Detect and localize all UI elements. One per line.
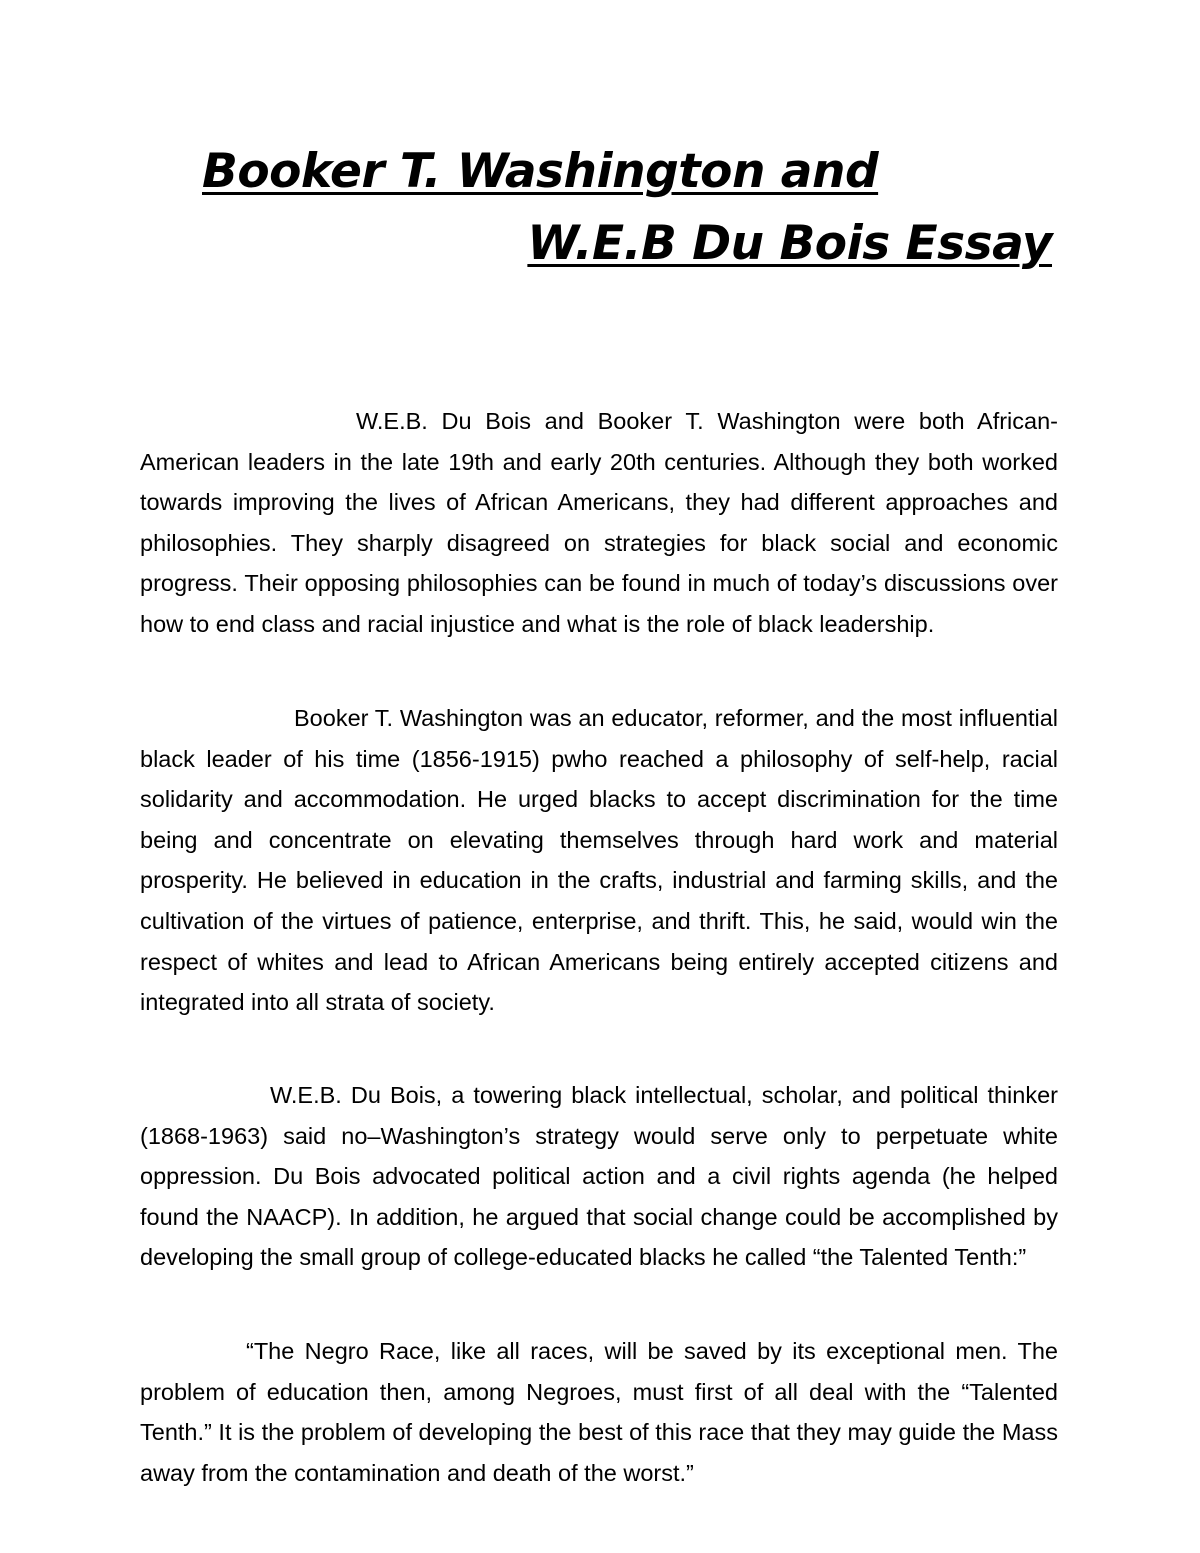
paragraph-washington: Booker T. Washington was an educator, reformer, and the most influential black leader of his time (1856-1915) pwho reached a philosophy of self-help, racial solidarity and accommodation. He urged blacks to accept discrimination for the time being and concentrate on elevating themselves through hard work and material prosperity. He believed in education in the crafts, industrial and farming skills, and the cultivation of the virtues of patience, enterprise, and thrift. This, he said, would win the respect of whites and lead to African Americans being entirely accepted citizens and integrated into all strata of society. (140, 705, 1058, 1016)
document-title-line-1: Booker T. Washington and (202, 144, 879, 199)
paragraph-du-bois: W.E.B. Du Bois, a towering black intellectual, scholar, and political thinker (1868-1963) said no–Washington’s strategy would serve only to perpetuate white oppression. Du Bois advocated political action and a civil rights agenda (he helped found the NAACP). In addition, he argued that social change could be accomplished by developing the small group of college-educated blacks he called “the Talented Tenth:” (140, 1082, 1058, 1271)
paragraph-intro: W.E.B. Du Bois and Booker T. Washington were both African-American leaders in the late 19th and early 20th centuries. Although they both worked towards improving the lives of African Americans, they had different approaches and philosophies. They sharply disagreed on strategies for black social and economic progress. Their opposing philosophies can be found in much of today’s discussions over how to end class and racial injustice and what is the role of black leadership. (140, 408, 1058, 637)
paragraph-quote: “The Negro Race, like all races, will be saved by its exceptional men. The problem of education then, among Negroes, must first of all deal with the “Talented Tenth.” It is the problem of developing the best of this race that they may guide the Mass away from the contamination and death of the worst.” (140, 1338, 1058, 1486)
document-title-line-2: W.E.B Du Bois Essay (527, 216, 1052, 271)
